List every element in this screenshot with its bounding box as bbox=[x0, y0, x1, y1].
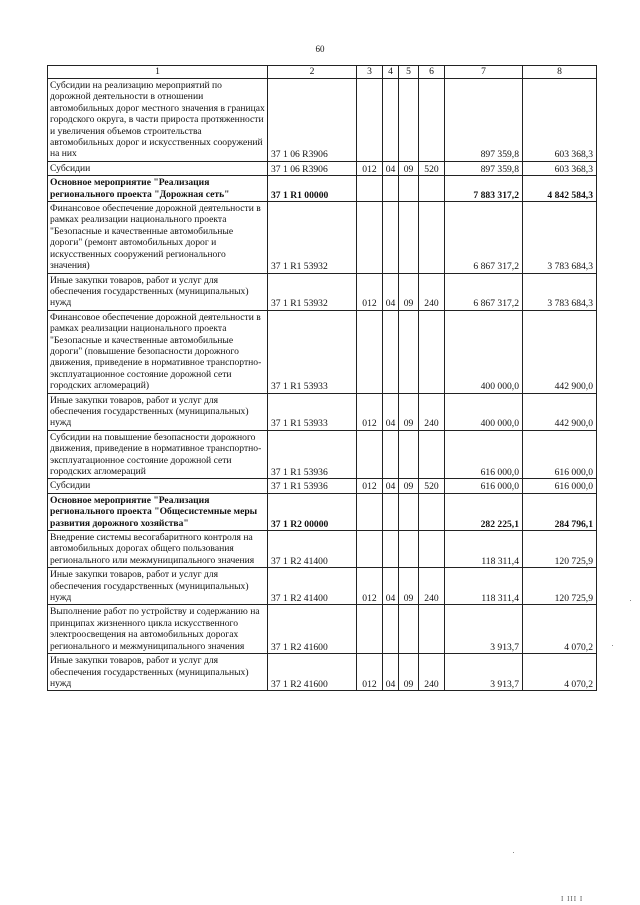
budget-table bbox=[47, 65, 597, 691]
amount-year2-cell: 442 900,0 bbox=[523, 310, 597, 393]
amount-year2-cell: 603 368,3 bbox=[523, 79, 597, 162]
row-name-cell: Выполнение работ по устройству и содержанию на принципах жизненного цикла искусственного электроосвещения на автомобильных дорогах регионального и межмуниципального значения bbox=[48, 605, 268, 654]
column-header: 4 bbox=[383, 66, 399, 79]
table-row bbox=[48, 310, 597, 393]
expense-type-cell bbox=[419, 310, 445, 393]
amount-year2-cell: 284 796,1 bbox=[523, 493, 597, 530]
grbs-cell bbox=[357, 605, 383, 654]
row-name-cell: Субсидии на реализацию мероприятий по дорожной деятельности в отношении автомобильных дорог местного значения в границах городского округа, в части прироста протяженности и увеличения объемов строительства автомобильных дорог и искусственных сооружений на них bbox=[48, 79, 268, 162]
scan-speck bbox=[612, 645, 613, 646]
expense-type-cell: 240 bbox=[419, 654, 445, 691]
scan-speck bbox=[513, 852, 514, 853]
subsection-cell: 09 bbox=[399, 273, 419, 310]
amount-year1-cell: 897 359,8 bbox=[445, 161, 523, 175]
table-row bbox=[48, 79, 597, 162]
amount-year1-cell: 118 311,4 bbox=[445, 531, 523, 568]
row-name-cell: Субсидии bbox=[48, 479, 268, 493]
grbs-cell: 012 bbox=[357, 161, 383, 175]
subsection-cell bbox=[399, 310, 419, 393]
target-article-cell: 37 1 R1 53936 bbox=[268, 479, 357, 493]
expense-type-cell bbox=[419, 605, 445, 654]
grbs-cell bbox=[357, 493, 383, 530]
table-row bbox=[48, 393, 597, 430]
subsection-cell bbox=[399, 605, 419, 654]
grbs-cell bbox=[357, 430, 383, 479]
column-header: 6 bbox=[419, 66, 445, 79]
amount-year1-cell: 282 225,1 bbox=[445, 493, 523, 530]
amount-year1-cell: 616 000,0 bbox=[445, 479, 523, 493]
table-row bbox=[48, 273, 597, 310]
grbs-cell: 012 bbox=[357, 568, 383, 605]
column-header: 5 bbox=[399, 66, 419, 79]
row-name-cell: Финансовое обеспечение дорожной деятельности в рамках реализации национального проекта "Безопасные и качественные автомобильные дороги" (ремонт автомобильных дорог и искусственных сооружений регионального значения) bbox=[48, 202, 268, 273]
section-cell bbox=[383, 493, 399, 530]
expense-type-cell bbox=[419, 79, 445, 162]
grbs-cell bbox=[357, 531, 383, 568]
amount-year1-cell: 7 883 317,2 bbox=[445, 176, 523, 202]
expense-type-cell: 240 bbox=[419, 273, 445, 310]
table-row bbox=[48, 654, 597, 691]
section-cell: 04 bbox=[383, 568, 399, 605]
table-row bbox=[48, 605, 597, 654]
table-row bbox=[48, 531, 597, 568]
expense-type-cell bbox=[419, 493, 445, 530]
target-article-cell: 37 1 R2 41400 bbox=[268, 531, 357, 568]
target-article-cell: 37 1 R2 41600 bbox=[268, 654, 357, 691]
subsection-cell bbox=[399, 202, 419, 273]
target-article-cell: 37 1 R1 53933 bbox=[268, 393, 357, 430]
page-number: 60 bbox=[315, 44, 325, 54]
subsection-cell: 09 bbox=[399, 568, 419, 605]
target-article-cell: 37 1 R1 53936 bbox=[268, 430, 357, 479]
amount-year2-cell: 4 070,2 bbox=[523, 654, 597, 691]
section-cell bbox=[383, 430, 399, 479]
target-article-cell: 37 1 R1 53933 bbox=[268, 310, 357, 393]
amount-year1-cell: 616 000,0 bbox=[445, 430, 523, 479]
table-row bbox=[48, 161, 597, 175]
scan-speck bbox=[630, 600, 631, 601]
table-header-row bbox=[48, 66, 597, 79]
amount-year1-cell: 400 000,0 bbox=[445, 393, 523, 430]
amount-year1-cell: 3 913,7 bbox=[445, 605, 523, 654]
grbs-cell: 012 bbox=[357, 393, 383, 430]
subsection-cell bbox=[399, 176, 419, 202]
amount-year2-cell: 603 368,3 bbox=[523, 161, 597, 175]
grbs-cell bbox=[357, 79, 383, 162]
amount-year2-cell: 442 900,0 bbox=[523, 393, 597, 430]
column-header: 3 bbox=[357, 66, 383, 79]
row-name-cell: Основное мероприятие "Реализация регионального проекта "Дорожная сеть" bbox=[48, 176, 268, 202]
expense-type-cell bbox=[419, 531, 445, 568]
amount-year1-cell: 6 867 317,2 bbox=[445, 202, 523, 273]
section-cell: 04 bbox=[383, 479, 399, 493]
amount-year1-cell: 118 311,4 bbox=[445, 568, 523, 605]
table-row bbox=[48, 430, 597, 479]
expense-type-cell: 240 bbox=[419, 568, 445, 605]
row-name-cell: Внедрение системы весогабаритного контроля на автомобильных дорогах общего пользования регионального или межмуниципального значения bbox=[48, 531, 268, 568]
target-article-cell: 37 1 06 R3906 bbox=[268, 79, 357, 162]
amount-year2-cell: 120 725,9 bbox=[523, 568, 597, 605]
amount-year2-cell: 3 783 684,3 bbox=[523, 202, 597, 273]
section-cell bbox=[383, 176, 399, 202]
expense-type-cell: 520 bbox=[419, 479, 445, 493]
expense-type-cell bbox=[419, 430, 445, 479]
subsection-cell: 09 bbox=[399, 654, 419, 691]
table-body bbox=[48, 66, 597, 691]
grbs-cell bbox=[357, 202, 383, 273]
column-header: 7 bbox=[445, 66, 523, 79]
row-name-cell: Иные закупки товаров, работ и услуг для обеспечения государственных (муниципальных) нужд bbox=[48, 273, 268, 310]
amount-year1-cell: 400 000,0 bbox=[445, 310, 523, 393]
grbs-cell: 012 bbox=[357, 273, 383, 310]
section-cell bbox=[383, 202, 399, 273]
section-cell: 04 bbox=[383, 393, 399, 430]
grbs-cell bbox=[357, 176, 383, 202]
expense-type-cell: 520 bbox=[419, 161, 445, 175]
row-name-cell: Финансовое обеспечение дорожной деятельности в рамках реализации национального проекта "Безопасные и качественные автомобильные дороги" (повышение безопасности дорожного движения, приведение в нормативное транспортно-эксплуатационное состояние дорожной сети городских агломераций) bbox=[48, 310, 268, 393]
subsection-cell bbox=[399, 79, 419, 162]
amount-year2-cell: 616 000,0 bbox=[523, 430, 597, 479]
table-row bbox=[48, 493, 597, 530]
table-row bbox=[48, 479, 597, 493]
amount-year1-cell: 3 913,7 bbox=[445, 654, 523, 691]
table-row bbox=[48, 202, 597, 273]
row-name-cell: Основное мероприятие "Реализация регионального проекта "Общесистемные меры развития дорожного хозяйства" bbox=[48, 493, 268, 530]
grbs-cell bbox=[357, 310, 383, 393]
subsection-cell: 09 bbox=[399, 161, 419, 175]
subsection-cell: 09 bbox=[399, 479, 419, 493]
amount-year2-cell: 120 725,9 bbox=[523, 531, 597, 568]
column-header: 8 bbox=[523, 66, 597, 79]
amount-year2-cell: 3 783 684,3 bbox=[523, 273, 597, 310]
target-article-cell: 37 1 R2 00000 bbox=[268, 493, 357, 530]
row-name-cell: Иные закупки товаров, работ и услуг для обеспечения государственных (муниципальных) нужд bbox=[48, 654, 268, 691]
target-article-cell: 37 1 06 R3906 bbox=[268, 161, 357, 175]
expense-type-cell bbox=[419, 202, 445, 273]
table-row bbox=[48, 568, 597, 605]
table-row bbox=[48, 176, 597, 202]
target-article-cell: 37 1 R1 53932 bbox=[268, 202, 357, 273]
column-header: 2 bbox=[268, 66, 357, 79]
section-cell: 04 bbox=[383, 161, 399, 175]
section-cell: 04 bbox=[383, 654, 399, 691]
target-article-cell: 37 1 R1 00000 bbox=[268, 176, 357, 202]
amount-year2-cell: 4 070,2 bbox=[523, 605, 597, 654]
expense-type-cell: 240 bbox=[419, 393, 445, 430]
grbs-cell: 012 bbox=[357, 479, 383, 493]
amount-year2-cell: 616 000,0 bbox=[523, 479, 597, 493]
subsection-cell bbox=[399, 531, 419, 568]
amount-year1-cell: 897 359,8 bbox=[445, 79, 523, 162]
subsection-cell: 09 bbox=[399, 393, 419, 430]
column-header: 1 bbox=[48, 66, 268, 79]
target-article-cell: 37 1 R2 41600 bbox=[268, 605, 357, 654]
section-cell: 04 bbox=[383, 273, 399, 310]
row-name-cell: Субсидии bbox=[48, 161, 268, 175]
subsection-cell bbox=[399, 430, 419, 479]
amount-year2-cell: 4 842 584,3 bbox=[523, 176, 597, 202]
row-name-cell: Субсидии на повышение безопасности дорожного движения, приведение в нормативное транспортно-эксплуатационное состояние дорожной сети городских агломераций bbox=[48, 430, 268, 479]
section-cell bbox=[383, 531, 399, 568]
target-article-cell: 37 1 R2 41400 bbox=[268, 568, 357, 605]
section-cell bbox=[383, 310, 399, 393]
row-name-cell: Иные закупки товаров, работ и услуг для обеспечения государственных (муниципальных) нужд bbox=[48, 568, 268, 605]
section-cell bbox=[383, 605, 399, 654]
expense-type-cell bbox=[419, 176, 445, 202]
grbs-cell: 012 bbox=[357, 654, 383, 691]
subsection-cell bbox=[399, 493, 419, 530]
target-article-cell: 37 1 R1 53932 bbox=[268, 273, 357, 310]
section-cell bbox=[383, 79, 399, 162]
row-name-cell: Иные закупки товаров, работ и услуг для обеспечения государственных (муниципальных) нужд bbox=[48, 393, 268, 430]
amount-year1-cell: 6 867 317,2 bbox=[445, 273, 523, 310]
page-footer-mark: I III I bbox=[561, 895, 584, 903]
